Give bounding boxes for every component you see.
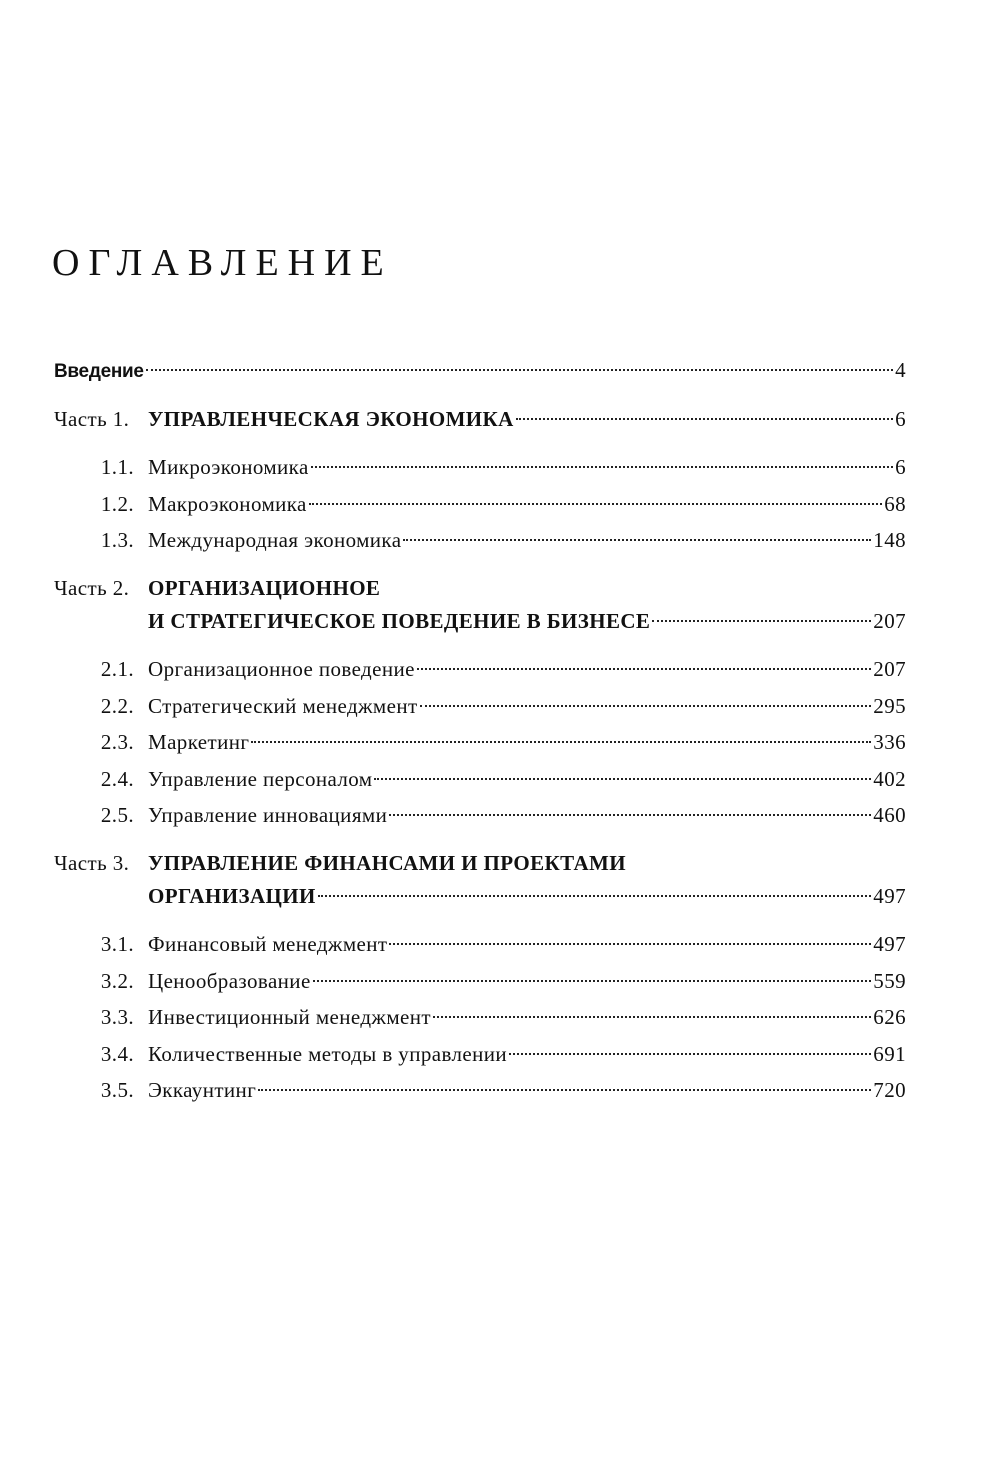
toc-chapter-3-5[interactable] — [54, 1072, 906, 1109]
toc-entry-page: 4 — [895, 358, 906, 382]
toc-entry-page: 207 — [873, 608, 906, 633]
part-title-continued: ОРГАНИЗАЦИИ — [148, 883, 316, 908]
chapter-number: 1.2. — [100, 491, 134, 516]
chapter-title: Инвестиционный менеджмент — [148, 1005, 431, 1029]
toc-chapter-2-4[interactable] — [54, 761, 906, 798]
dot-leader — [420, 693, 872, 707]
chapter-title: Ценообразование — [148, 968, 311, 993]
toc-chapter-2-1[interactable] — [54, 651, 906, 688]
toc-part-3-line-2[interactable] — [54, 878, 906, 915]
toc-entry-title: Введение — [54, 361, 144, 382]
toc-chapter-3-1[interactable] — [54, 926, 906, 963]
toc-entry-page: 6 — [895, 406, 906, 431]
toc-part-1[interactable] — [54, 401, 906, 438]
part-label: Часть 2. — [54, 575, 130, 600]
chapter-number: 3.3. — [100, 1005, 134, 1029]
chapter-title: Стратегический менеджмент — [148, 693, 418, 718]
toc-chapter-1-3[interactable] — [54, 522, 906, 559]
chapter-number: 1.1. — [100, 455, 134, 479]
toc-chapter-1-2[interactable] — [54, 486, 906, 523]
chapter-title: Эккаунтинг — [148, 1078, 257, 1102]
toc-entry-page: 207 — [873, 657, 906, 681]
part-label: Часть 3. — [54, 850, 130, 875]
toc-chapter-3-2[interactable] — [54, 963, 906, 1000]
toc-entry-page: 691 — [873, 1041, 906, 1066]
chapter-title: Финансовый менеджмент — [148, 932, 388, 956]
chapter-title: Международная экономика — [148, 528, 402, 552]
toc-chapter-2-5[interactable] — [54, 797, 906, 834]
toc-part-3-line-1[interactable] — [54, 848, 906, 878]
chapter-number: 3.2. — [100, 968, 134, 993]
toc-entry-page: 460 — [873, 803, 906, 827]
chapter-number: 1.3. — [100, 528, 134, 552]
chapter-number: 2.1. — [100, 657, 134, 681]
chapter-number: 2.2. — [100, 693, 134, 718]
dot-leader — [313, 968, 872, 982]
part-title: УПРАВЛЕНЧЕСКАЯ ЭКОНОМИКА — [148, 406, 514, 431]
dot-leader — [433, 1004, 871, 1018]
toc-entry-page: 497 — [873, 883, 906, 908]
chapter-number: 3.5. — [100, 1078, 134, 1102]
toc-entry-page: 720 — [873, 1078, 906, 1102]
dot-leader — [417, 656, 871, 670]
chapter-title: Количественные методы в управлении — [148, 1041, 508, 1066]
chapter-number: 2.4. — [100, 766, 134, 791]
chapter-number: 2.5. — [100, 803, 134, 827]
toc-chapter-3-4[interactable] — [54, 1036, 906, 1073]
part-title: УПРАВЛЕНИЕ ФИНАНСАМИ И ПРОЕКТАМИ — [148, 850, 627, 875]
chapter-number: 3.1. — [100, 932, 134, 956]
chapter-title: Организационное поведение — [148, 657, 415, 681]
dot-leader — [309, 491, 882, 505]
chapter-title: Микроэкономика — [148, 455, 309, 479]
dot-leader — [318, 883, 872, 897]
toc-part-2-line-2[interactable] — [54, 603, 906, 640]
dot-leader — [251, 729, 871, 743]
toc-entry-page: 626 — [873, 1005, 906, 1029]
part-title: ОРГАНИЗАЦИОННОЕ — [148, 575, 381, 600]
chapter-title: Управление персоналом — [148, 766, 373, 791]
toc-entry-page: 497 — [873, 932, 906, 956]
dot-leader — [146, 357, 893, 371]
toc-part-2-line-1[interactable] — [54, 573, 906, 603]
toc-entry-page: 336 — [873, 730, 906, 754]
dot-leader — [311, 454, 893, 468]
chapter-title: Маркетинг — [148, 730, 250, 754]
dot-leader — [509, 1041, 871, 1055]
part-label: Часть 1. — [54, 406, 130, 431]
toc-chapter-2-3[interactable] — [54, 724, 906, 761]
chapter-number: 2.3. — [100, 730, 134, 754]
table-of-contents — [54, 352, 906, 1109]
toc-chapter-2-2[interactable] — [54, 688, 906, 725]
dot-leader — [403, 527, 871, 541]
toc-entry-page: 295 — [873, 693, 906, 718]
toc-entry-page: 559 — [873, 968, 906, 993]
dot-leader — [389, 802, 871, 816]
dot-leader — [258, 1077, 871, 1091]
toc-entry-page: 68 — [884, 491, 906, 516]
toc-chapter-1-1[interactable] — [54, 449, 906, 486]
toc-entry-page: 402 — [873, 766, 906, 791]
dot-leader — [652, 608, 871, 622]
toc-entry-page: 6 — [895, 455, 906, 479]
toc-entry-page: 148 — [873, 528, 906, 552]
chapter-title: Управление инновациями — [148, 803, 388, 827]
chapter-title: Макроэкономика — [148, 491, 307, 516]
dot-leader — [516, 406, 893, 420]
dot-leader — [389, 931, 871, 945]
dot-leader — [374, 766, 871, 780]
toc-entry-intro[interactable] — [54, 352, 906, 389]
toc-chapter-3-3[interactable] — [54, 999, 906, 1036]
page-title: ОГЛАВЛЕНИЕ — [52, 242, 393, 284]
part-title-continued: И СТРАТЕГИЧЕСКОЕ ПОВЕДЕНИЕ В БИЗНЕСЕ — [148, 608, 651, 633]
chapter-number: 3.4. — [100, 1041, 134, 1066]
